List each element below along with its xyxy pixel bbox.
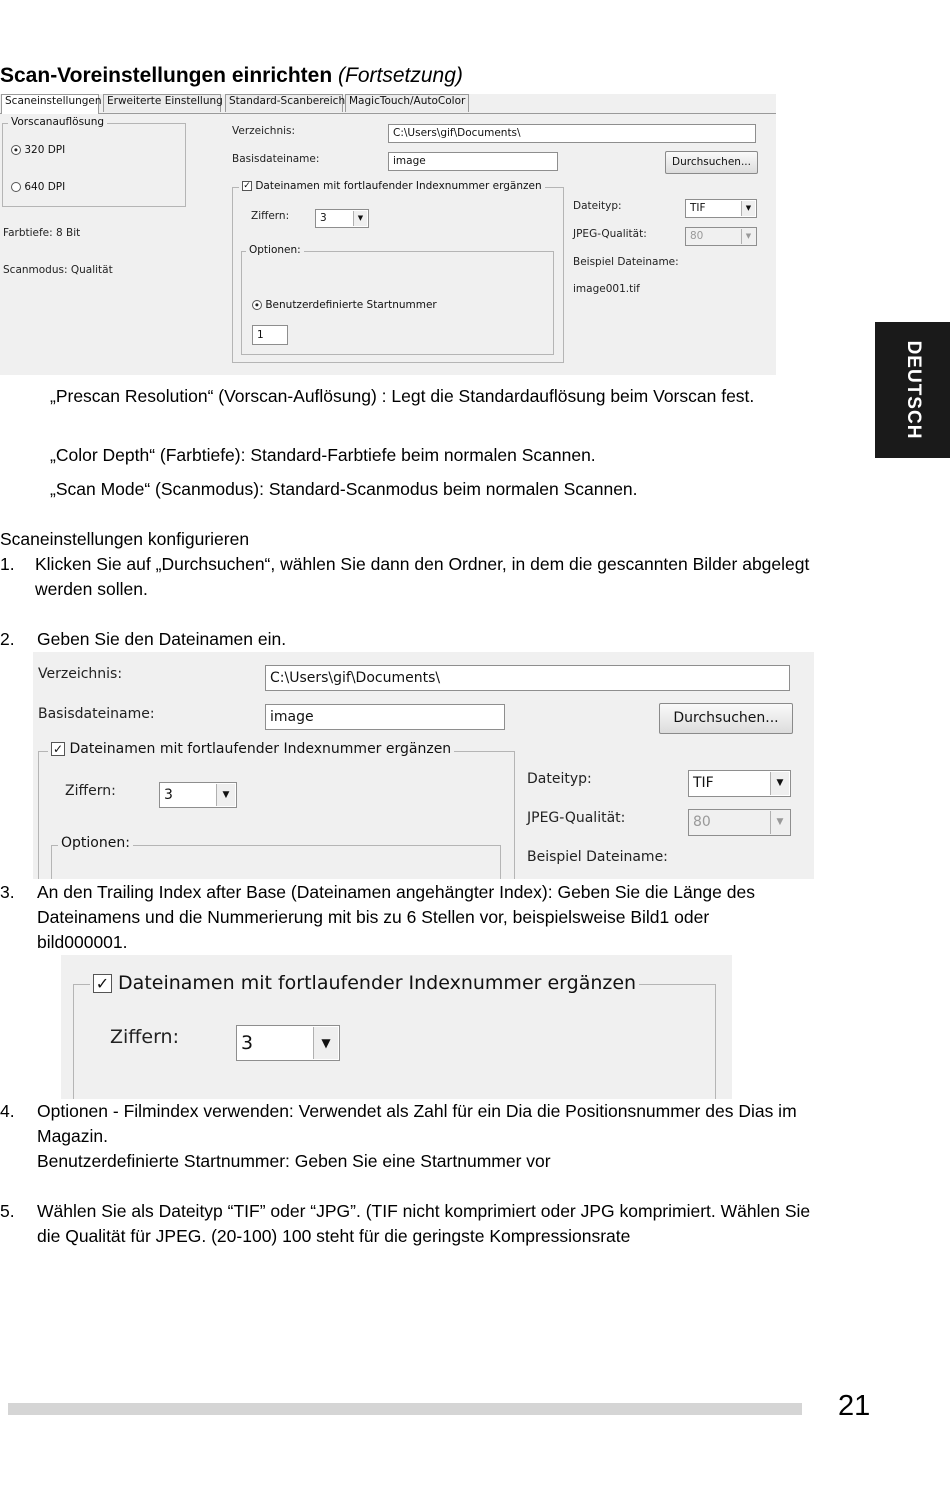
options-label: Optionen: [246,244,304,256]
index-group [232,180,564,363]
language-tab-label: DEUTSCH [902,340,924,440]
index-group-title [90,972,639,994]
checkbox-checked-icon[interactable]: ✓ [243,181,251,191]
note-prescan: „Prescan Resolution“ (Vorscan-Auflösung) : Legt die Standardauflösung beim Vorscan fest. [50,386,755,406]
step-4-text-2: Benutzerdefinierte Startnummer: Geben Sie eine Startnummer vor [37,1151,551,1171]
directory-label: Verzeichnis: [38,666,123,682]
step-5-number: 5. [0,1201,15,1221]
tab-default-area[interactable] [225,94,346,112]
jpeg-quality-value: 80 [690,230,704,242]
digits-label: Ziffern: [110,1026,179,1048]
digits-label: Ziffern: [65,783,116,799]
footer-bar [8,1403,802,1415]
jpeg-quality-label: JPEG-Qualität: [573,228,647,240]
options-group [51,835,501,879]
options-group [241,244,554,355]
color-depth-text: Farbtiefe: 8 Bit [3,227,81,239]
step-2-text: Geben Sie den Dateinamen ein. [37,629,287,649]
basename-label: Basisdateiname: [38,706,155,722]
scan-mode-text: Scanmodus: Qualität [3,264,113,276]
radio-checked-icon [252,300,262,310]
tab-advanced-label: Erweiterte Einstellung [107,95,223,107]
basename-input[interactable]: image [265,704,505,730]
dialog-screenshot-full [0,94,776,375]
basename-label: Basisdateiname: [232,153,320,165]
step-4-text: Optionen - Filmindex verwenden: Verwendet als Zahl für ein Dia die Positionsnummer des Dias im Magazin. [37,1101,797,1146]
index-group [38,741,515,879]
step-3-text: An den Trailing Index after Base (Dateinamen angehängter Index): Geben Sie die Länge des Dateinamens und die Nummerierung mit bis zu 6 Stellen vor, beispielsweise Bild1 oder bild000001. [37,882,755,952]
tab-default-area-label: Standard-Scanbereich [229,95,346,107]
index-group-label: Dateinamen mit fortlaufender Indexnummer ergänzen [118,972,637,994]
step-1-text: Klicken Sie auf „Durchsuchen“, wählen Sie dann den Ordner, in dem die gescannten Bilder abgelegt werden sollen. [35,554,810,599]
dropdown-arrow-icon[interactable]: ▼ [770,772,789,795]
jpeg-quality-label: JPEG-Qualität: [527,810,626,826]
directory-input[interactable]: C:\Users\gif\Documents\ [265,665,790,691]
index-group-label: Dateinamen mit fortlaufender Indexnummer ergänzen [255,180,542,192]
note-scan-mode: „Scan Mode“ (Scanmodus): Standard-Scanmodus beim normalen Scannen. [50,479,638,499]
step-1-number: 1. [0,554,15,574]
filetype-select[interactable] [688,770,791,797]
filetype-select[interactable] [685,199,757,218]
digits-value: 3 [164,787,173,803]
radio-unchecked-icon [11,182,21,192]
filetype-value: TIF [690,202,706,214]
filetype-label: Dateityp: [527,771,592,787]
filetype-label: Dateityp: [573,200,622,212]
filetype-value: TIF [693,775,714,791]
checkbox-checked-icon[interactable]: ✓ [52,742,64,756]
dropdown-arrow-icon[interactable]: ▼ [770,811,789,834]
dpi-320-label: 320 DPI [24,144,66,156]
step-3-number: 3. [0,882,15,902]
dpi-640-label: 640 DPI [24,181,66,193]
directory-input[interactable]: C:\Users\gif\Documents\ [388,124,756,143]
example-filename-label: Beispiel Dateiname: [573,256,679,268]
dropdown-arrow-icon[interactable]: ▼ [313,1027,338,1059]
digits-label: Ziffern: [251,210,290,222]
jpeg-quality-select[interactable] [688,809,791,836]
index-group-title [239,180,545,192]
page-title [0,64,463,88]
digits-value: 3 [241,1032,254,1054]
title-main: Scan-Voreinstellungen einrichten [0,64,333,87]
tab-magictouch[interactable] [345,94,469,112]
directory-label: Verzeichnis: [232,125,296,137]
index-group [73,972,716,1099]
page-number: 21 [838,1390,871,1422]
tab-magictouch-label: MagicTouch/AutoColor [349,95,466,107]
section-heading: Scaneinstellungen konfigurieren [0,529,250,549]
custom-start-option[interactable] [252,299,437,311]
digits-select[interactable] [236,1025,340,1061]
checkbox-checked-icon[interactable]: ✓ [93,974,112,993]
tab-advanced[interactable] [103,94,221,112]
digits-select[interactable] [315,209,369,228]
dropdown-arrow-icon[interactable]: ▼ [216,784,235,806]
digits-select[interactable] [159,782,237,808]
start-number-input[interactable]: 1 [252,325,288,345]
dpi-640-option[interactable] [11,181,65,193]
tab-scan-settings-label: Scaneinstellungen [5,95,102,107]
step-5-text: Wählen Sie als Dateityp “TIF” oder “JPG”. (TIF nicht komprimiert oder JPG komprimiert. Wählen Sie die Qualität für JPEG. (20-100) 100 steht für die geringste Kompressionsrate [37,1201,811,1246]
browse-button[interactable]: Durchsuchen... [659,703,793,734]
example-filename-value: image001.tif [573,283,640,295]
step-4-number: 4. [0,1101,15,1121]
index-group-label: Dateinamen mit fortlaufender Indexnummer ergänzen [69,741,452,757]
custom-start-label: Benutzerdefinierte Startnummer [265,299,437,311]
prescan-group [2,116,186,207]
step-2-number: 2. [0,629,15,649]
options-label: Optionen: [58,835,133,851]
note-color-depth: „Color Depth“ (Farbtiefe): Standard-Farbtiefe beim normalen Scannen. [50,445,596,465]
index-group-title [48,741,454,757]
tab-scan-settings[interactable] [1,94,102,114]
dpi-320-option[interactable] [11,144,65,156]
jpeg-quality-select[interactable] [685,227,757,246]
digits-value: 3 [320,212,327,224]
basename-input[interactable]: image [388,152,558,171]
language-tab [875,322,950,458]
dropdown-arrow-icon[interactable]: ▼ [741,201,755,216]
jpeg-quality-value: 80 [693,814,711,830]
browse-button[interactable]: Durchsuchen... [665,151,758,174]
radio-checked-icon [11,145,21,155]
prescan-group-title: Vorscanauflösung [8,116,107,128]
dialog-screenshot-index [61,955,732,1099]
title-subtitle: (Fortsetzung) [338,64,463,87]
dropdown-arrow-icon[interactable]: ▼ [353,211,367,226]
dialog-screenshot-fields [33,652,814,879]
example-filename-label: Beispiel Dateiname: [527,849,668,865]
dropdown-arrow-icon[interactable]: ▼ [741,229,755,244]
